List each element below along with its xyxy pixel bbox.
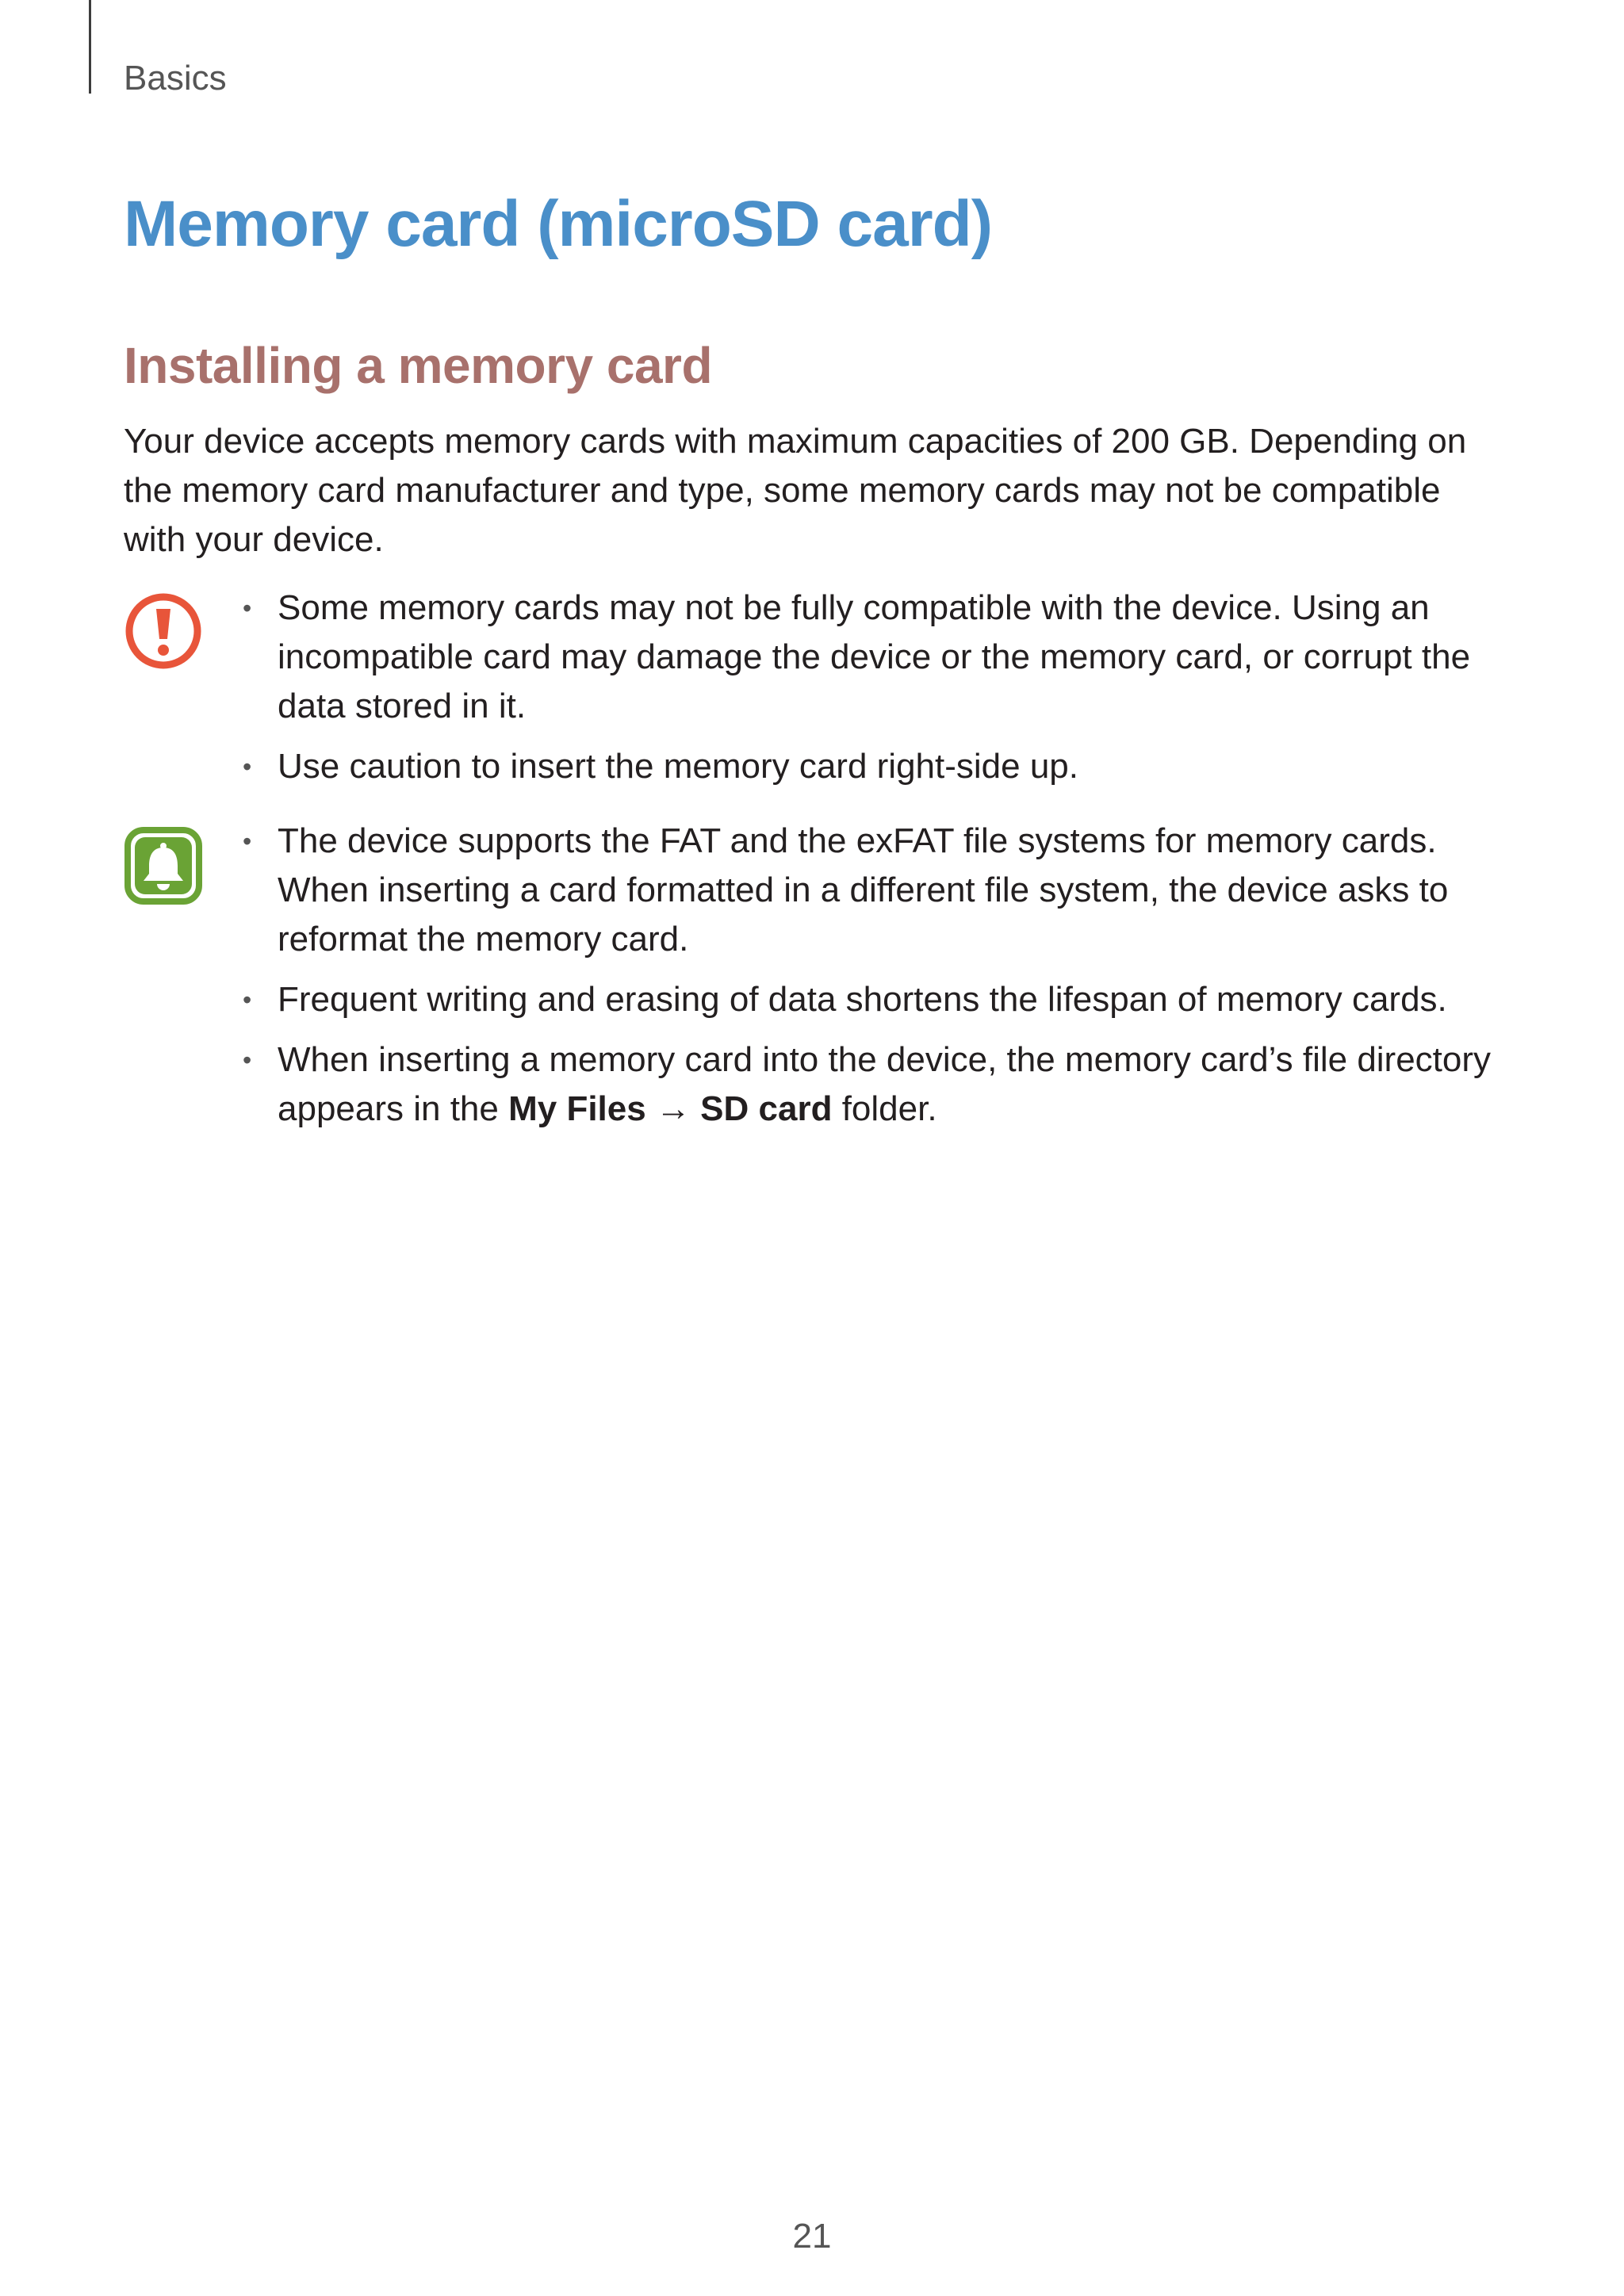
note-list xyxy=(243,817,1499,1145)
page-title: Memory card (microSD card) xyxy=(124,188,993,260)
bullet-dot: • xyxy=(243,594,252,622)
caution-item xyxy=(243,584,1499,731)
my-files-app-label: My Files xyxy=(508,1089,646,1128)
bullet-dot: • xyxy=(243,827,252,855)
sd-card-folder-label: SD card xyxy=(700,1089,833,1128)
bullet-dot: • xyxy=(243,985,252,1014)
header-rule xyxy=(89,0,91,94)
bullet-dot: • xyxy=(243,752,252,781)
path-arrow: → xyxy=(645,1089,701,1128)
note-item-text: Frequent writing and erasing of data shortens the lifespan of memory cards. xyxy=(278,980,1447,1019)
caution-item xyxy=(243,742,1499,791)
note-item-text: The device supports the FAT and the exFAT file systems for memory cards. When inserting a card formatted in a different file system, the device asks to reformat the memory card. xyxy=(278,821,1449,959)
caution-item-text: Use caution to insert the memory card right-side up. xyxy=(278,747,1079,786)
note-item-text-prefix: When inserting a memory card into the device, the memory card’s file directory appears in the xyxy=(278,1040,1492,1128)
caution-exclamation-icon xyxy=(124,591,203,671)
page-number: 21 xyxy=(792,2217,832,2256)
intro-paragraph: Your device accepts memory cards with maximum capacities of 200 GB. Depending on the memory card manufacturer and type, some memory cards may not be compatible with your device. xyxy=(124,422,1467,559)
note-item xyxy=(243,975,1499,1024)
section-label: Basics xyxy=(124,59,227,98)
caution-item-text: Some memory cards may not be fully compatible with the device. Using an incompatible card may damage the device or the memory card, or corrupt the data stored in it. xyxy=(278,588,1471,725)
note-bell-icon xyxy=(124,826,203,905)
note-item xyxy=(243,1035,1499,1134)
caution-list xyxy=(243,584,1499,802)
note-item-text-suffix: folder. xyxy=(832,1089,937,1128)
section-subtitle: Installing a memory card xyxy=(124,337,713,394)
bullet-dot: • xyxy=(243,1046,252,1074)
note-item xyxy=(243,817,1499,964)
